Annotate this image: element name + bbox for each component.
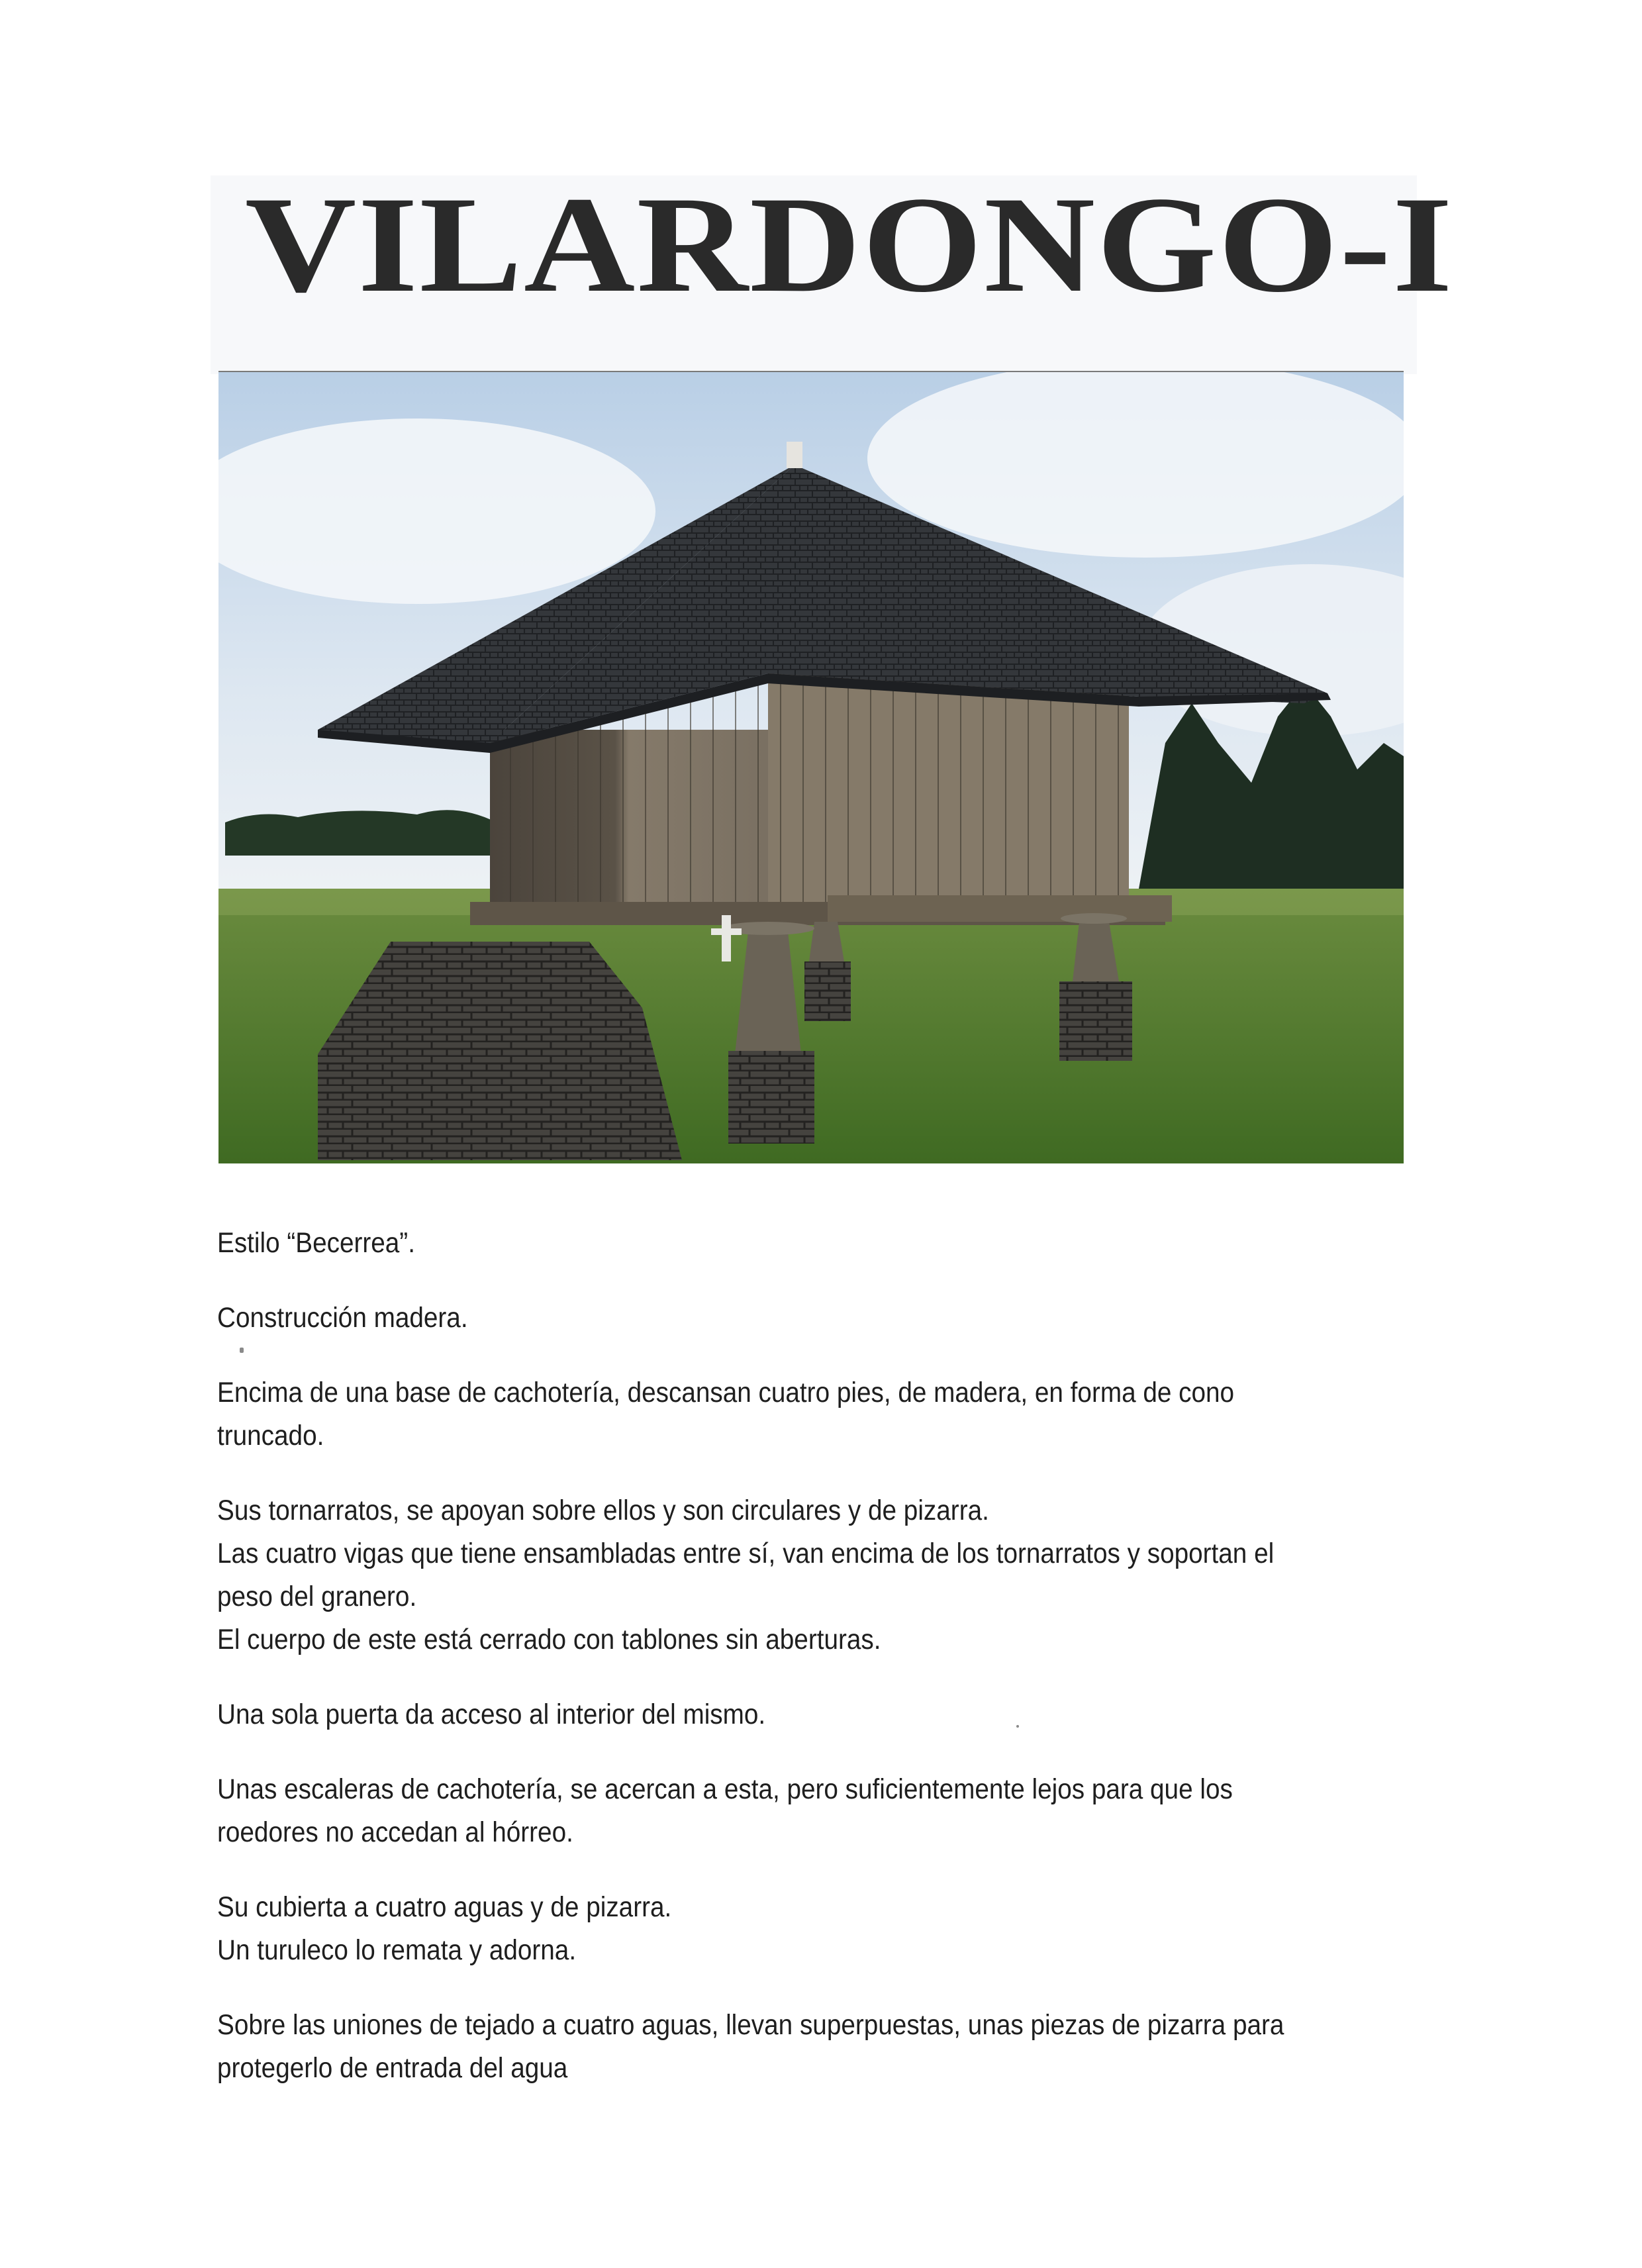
paragraph [217,1297,1290,1340]
stone-pillar [804,961,851,1021]
paragraph [217,1222,1290,1265]
tornarrato [1061,913,1127,924]
text-line: Sobre las uniones de tejado a cuatro aguas, llevan superpuestas, unas piezas de pizarra para protegerlo de entrada del agua [217,2009,1284,2084]
paragraph [217,1693,1290,1736]
page-title: VILARDONGO-I [245,168,1454,320]
paragraph [217,1371,1290,1457]
text-line: Unas escaleras de cachotería, se acercan a esta, pero suficientemente lejos para que los roedores no accedan al hórreo. [217,1773,1233,1848]
paragraph [217,2004,1290,2090]
stone-pillar [1059,981,1132,1061]
text-line: Las cuatro vigas que tiene ensambladas entre sí, van encima de los tornarratos y soportan el peso del granero. [217,1538,1275,1612]
stone-pillar [728,1051,814,1144]
description-text [217,1222,1409,2122]
turuleco-finial [787,442,802,468]
text-line: Estilo “Becerrea”. [217,1227,415,1259]
scan-speck [240,1348,244,1353]
text-line: Encima de una base de cachotería, descansan cuatro pies, de madera, en forma de cono truncado. [217,1377,1235,1452]
text-line: Sus tornarratos, se apoyan sobre ellos y son circulares y de pizarra. [217,1495,989,1526]
text-line: El cuerpo de este está cerrado con tablones sin aberturas. [217,1624,881,1655]
text-line: Su cubierta a cuatro aguas y de pizarra. [217,1891,672,1923]
tree-line [225,810,497,856]
text-line: Un turuleco lo remata y adorna. [217,1934,577,1966]
scan-speck [1016,1725,1019,1728]
horreo-illustration [218,372,1404,1163]
text-line: Construcción madera. [217,1302,468,1334]
stone-cross-arm [711,928,742,935]
paragraph [217,1489,1290,1661]
paragraph [217,1886,1290,1972]
stone-cross [722,915,731,961]
paragraph [217,1768,1290,1854]
text-line: Una sola puerta da acceso al interior del mismo. [217,1699,766,1730]
horreo-photo [218,371,1404,1163]
